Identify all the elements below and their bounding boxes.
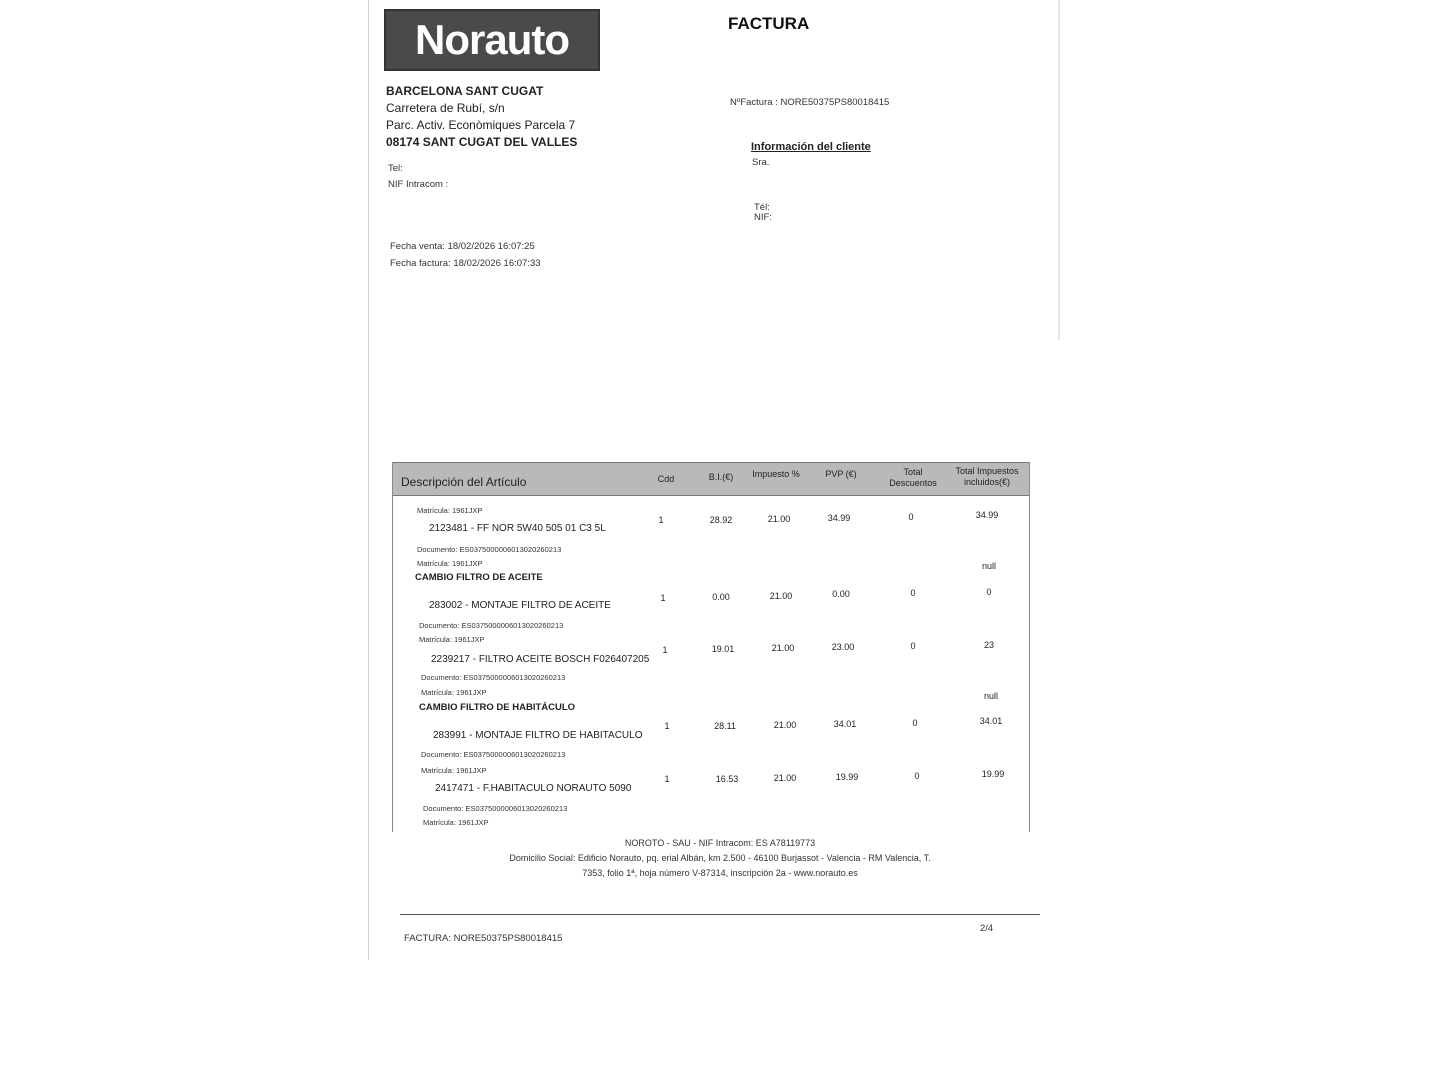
row-price: 28.92 xyxy=(709,515,733,525)
row-pvp: 34.01 xyxy=(833,719,857,729)
row-qty: 1 xyxy=(664,721,670,731)
row-plate: Matrícula: 1961JXP xyxy=(421,766,487,775)
header-price: B.I.(€) xyxy=(708,472,734,482)
norauto-logo: Norauto xyxy=(384,9,600,71)
row-discount: 0 xyxy=(910,588,916,598)
row-description: 2123481 - FF NOR 5W40 505 01 C3 5L xyxy=(429,523,606,534)
section-total: null xyxy=(983,691,998,701)
address-line-3: 08174 SANT CUGAT DEL VALLES xyxy=(386,135,578,149)
row-document: Documento: ES0375000006013020260213 xyxy=(421,673,566,682)
row-document: Documento: ES0375000006013020260213 xyxy=(419,621,564,630)
row-plate: Matrícula: 1961JXP xyxy=(421,688,487,697)
client-tel: Tél: xyxy=(754,202,770,213)
address-line-2: Parc. Activ. Econòmiques Parcela 7 xyxy=(386,118,576,132)
row-plate: Matrícula: 1961JXP xyxy=(419,635,485,644)
page-number: 2/4 xyxy=(980,923,994,934)
client-salutation: Sra. xyxy=(752,157,770,168)
invoice-title: FACTURA xyxy=(728,14,810,33)
row-total: 34.99 xyxy=(975,510,999,520)
row-total: 23 xyxy=(983,640,994,650)
header-description: Descripción del Artículo xyxy=(401,475,527,489)
row-discount: 0 xyxy=(912,718,918,728)
address-line-1: Carretera de Rubí, s/n xyxy=(386,101,505,115)
row-discount: 0 xyxy=(914,771,920,781)
section-heading: CAMBIO FILTRO DE ACEITE xyxy=(415,572,543,583)
row-price: 19.01 xyxy=(711,644,735,654)
row-qty: 1 xyxy=(662,645,668,655)
row-description: 283991 - MONTAJE FILTRO DE HABITACULO xyxy=(433,730,643,741)
row-pvp: 0.00 xyxy=(832,589,850,599)
footer-divider xyxy=(400,914,1040,915)
footer-invoice-ref: FACTURA: NORE50375PS80018415 xyxy=(404,933,563,944)
row-tax: 21.00 xyxy=(769,591,793,601)
footer-company: NOROTO - SAU - NIF Intracom: ES A78119773 xyxy=(624,838,816,848)
row-document: Documento: ES0375000006013020260213 xyxy=(421,750,566,759)
row-description: 283002 - MONTAJE FILTRO DE ACEITE xyxy=(429,600,611,611)
row-price: 16.53 xyxy=(715,774,739,784)
row-tax: 21.00 xyxy=(773,720,797,730)
row-discount: 0 xyxy=(908,512,914,522)
row-pvp: 19.99 xyxy=(835,772,859,782)
row-qty: 1 xyxy=(660,593,666,603)
row-qty: 1 xyxy=(664,774,670,784)
header-tax-rate: Impuesto % xyxy=(752,469,800,479)
row-plate: Matrícula: 1961JXP xyxy=(423,818,489,827)
table-header xyxy=(393,462,1029,496)
row-tax: 21.00 xyxy=(767,514,791,524)
row-document: Documento: ES0375000006013020260213 xyxy=(417,545,562,554)
company-tel: Tel: xyxy=(388,163,403,174)
row-discount: 0 xyxy=(910,641,916,651)
row-total: 19.99 xyxy=(981,769,1005,779)
header-total: Total Impuestos incluidos(€) xyxy=(955,466,1019,487)
row-price: 28.11 xyxy=(714,721,736,731)
row-description: 2239217 - FILTRO ACEITE BOSCH F026407205 xyxy=(431,654,650,665)
row-total: 0 xyxy=(986,587,992,597)
row-tax: 21.00 xyxy=(773,773,797,783)
page-edge xyxy=(1058,0,1060,340)
row-tax: 21.00 xyxy=(771,643,795,653)
row-pvp: 34.99 xyxy=(827,513,851,523)
row-total: 34.01 xyxy=(979,716,1003,726)
section-heading: CAMBIO FILTRO DE HABITÁCULO xyxy=(419,702,576,713)
footer-address: Domicilio Social: Edificio Norauto, pq. erial Albán, km 2.500 - 46100 Burjassot - Valencia - RM Valencia, T. xyxy=(509,853,931,863)
sale-date: Fecha venta: 18/02/2026 16:07:25 xyxy=(390,241,535,252)
row-price: 0.00 xyxy=(712,592,730,602)
row-document: Documento: ES0375000006013020260213 xyxy=(423,804,568,813)
client-nif: NIF: xyxy=(754,212,772,223)
company-nif: NIF Intracom : xyxy=(388,179,449,190)
row-qty: 1 xyxy=(658,515,664,525)
section-total: null xyxy=(981,561,996,571)
header-total-discounts: Total Descuentos xyxy=(889,467,937,488)
footer-registry: 7353, folio 1ª, hoja número V-87314, inscripción 2a - www.norauto.es xyxy=(582,868,858,878)
invoice-date: Fecha factura: 18/02/2026 16:07:33 xyxy=(390,258,541,269)
row-pvp: 23.00 xyxy=(831,642,855,652)
client-info-heading: Información del cliente xyxy=(751,141,871,153)
row-description: 2417471 - F.HABITACULO NORAUTO 5090 xyxy=(435,783,632,794)
invoice-number: NºFactura : NORE50375PS80018415 xyxy=(730,97,890,108)
header-qty: Cdd xyxy=(657,474,675,484)
header-pvp: PVP (€) xyxy=(825,469,857,479)
store-name: BARCELONA SANT CUGAT xyxy=(386,84,544,98)
row-plate: Matrícula: 1961JXP xyxy=(417,506,483,515)
row-plate: Matrícula: 1961JXP xyxy=(417,559,483,568)
items-table xyxy=(392,462,1030,832)
